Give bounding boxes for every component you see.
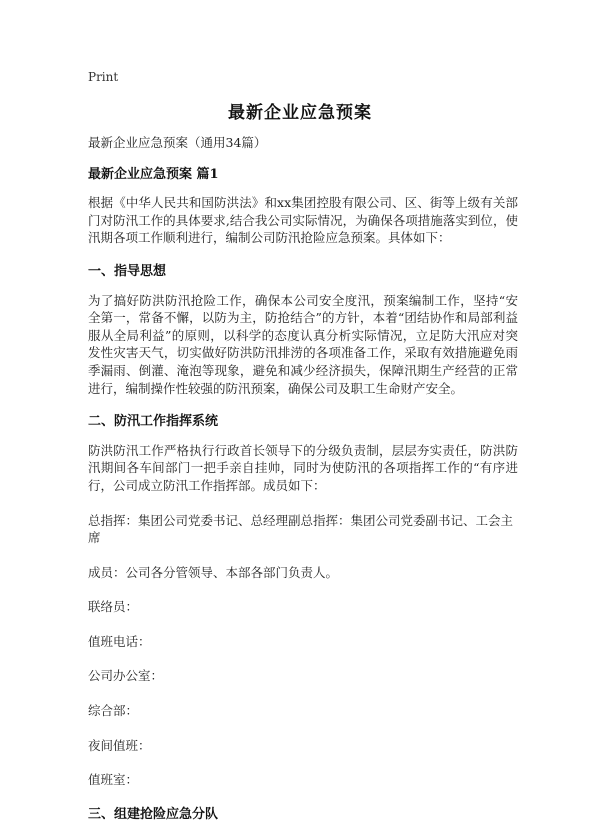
article-heading: 最新企业应急预案 篇1 [88, 166, 219, 182]
guiding-ideology-paragraph: 为了搞好防洪防汛抢险工作，确保本公司安全度汛，预案编制工作，坚持“安全第一，常备不懈，以防为主，防抢结合”的方针，本着“团结协作和局部利益服从全局利益”的原则，以科学的态度认真分析实际情况，立足防大汛应对突发性灾害天气，切实做好防洪防汛排涝的各项准备工作，采取有效措施避免雨季漏雨、倒灌、淹泡等现象，避免和减少经济损失，保障汛期生产经营的正常进行，编制操作性较强的防汛预案，确保公司及职工生命财产安全。 [88, 292, 518, 396]
command-system-paragraph: 防洪防汛工作严格执行行政首长领导下的分级负责制，层层夯实责任，防洪防汛期间各车间部门一把手亲自挂帅，同时为使防汛的各项指挥工作的“有序进行，公司成立防汛工作指挥部。成员如下： [88, 442, 518, 493]
field-general-dept: 综合部： [88, 703, 139, 719]
intro-paragraph: 根据《中华人民共和国防洪法》和xx集团控股有限公司、区、街等上级有关部门对防汛工作的具体要求,结合我公司实际情况，为确保各项措施落实到位，使汛期各项工作顺利进行，编制公司防汛抢险应急预案。具体如下： [88, 195, 518, 246]
commander-line: 总指挥：集团公司党委书记、总经理副总指挥：集团公司党委副书记、工会主席 [88, 512, 514, 546]
field-company-office: 公司办公室： [88, 668, 164, 684]
section-heading-command-system: 二、防汛工作指挥系统 [88, 414, 219, 430]
field-liaison: 联络员： [88, 599, 139, 615]
field-night-duty: 夜间值班： [88, 737, 151, 753]
document-body [88, 134, 518, 823]
members-line: 成员：公司各分管领导、本部各部门负责人。 [88, 564, 339, 580]
print-label: Print [88, 70, 119, 84]
section-heading-emergency-team: 三、组建抢险应急分队 [88, 806, 219, 822]
document-subtitle: 最新企业应急预案（通用34篇） [88, 135, 267, 150]
section-heading-guiding-ideology: 一、指导思想 [88, 263, 167, 279]
field-duty-phone: 值班电话： [88, 633, 151, 649]
document-title: 最新企业应急预案 [228, 103, 372, 123]
field-duty-room: 值班室： [88, 772, 139, 788]
